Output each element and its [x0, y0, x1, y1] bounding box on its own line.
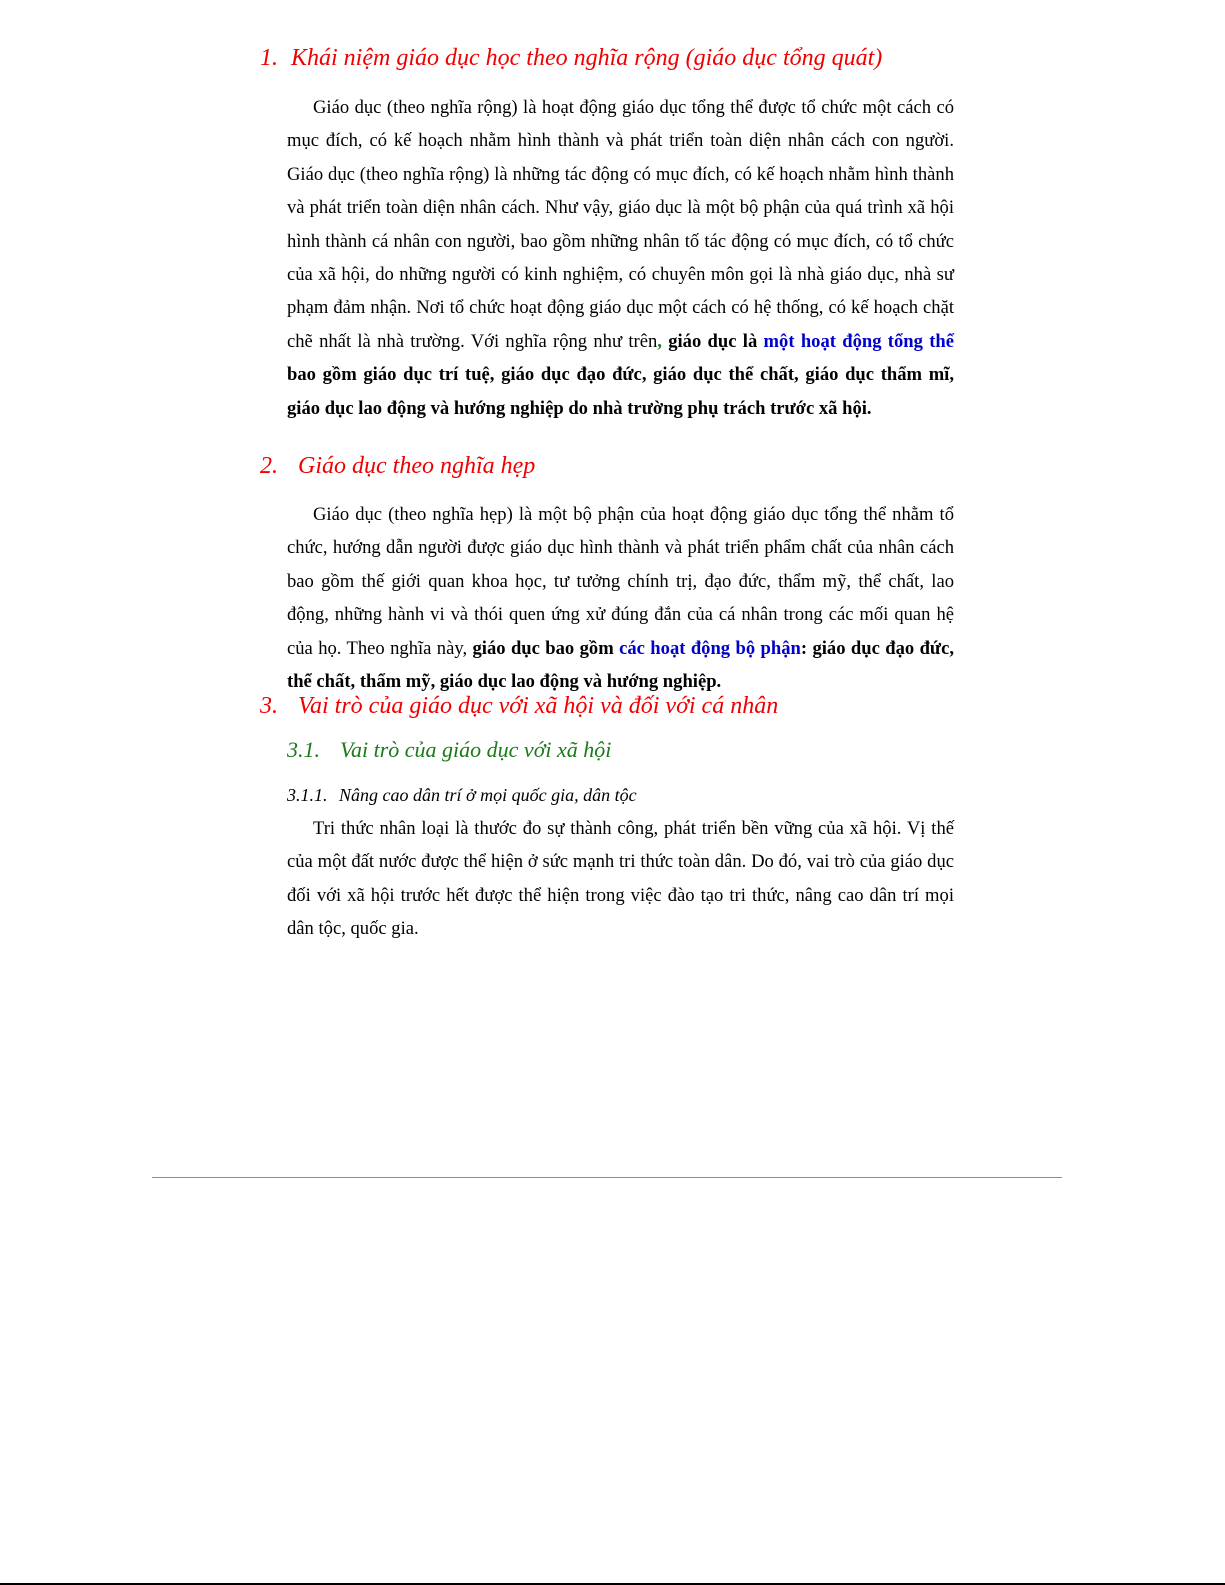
section-1-number: 1. — [260, 45, 278, 71]
section-3-number: 3. — [260, 693, 278, 719]
section-1-heading — [260, 43, 882, 73]
section-3-text: Tri thức nhân loại là thước đo sự thành công, phát triển bền vững của xã hội. Vị thế của một đất nước được thể hiện ở sức mạnh tri thức toàn dân. Do đó, vai trò của giáo dục đối với xã hội trước hết được thể hiện trong việc đào tạo tri thức, nâng cao dân trí mọi dân tộc, quốc gia. — [287, 818, 954, 940]
section-1-paragraph — [287, 91, 954, 425]
section-2-bold-lead: giáo dục bao gồm — [472, 637, 620, 659]
subsection-3-1-heading — [287, 736, 611, 764]
section-2-number: 2. — [260, 453, 278, 479]
section-3-title: Vai trò của giáo dục với xã hội và đối với cá nhân — [298, 693, 779, 719]
section-1-comma: , — [657, 330, 662, 352]
section-2-bold-tail: : giáo dục đạo đức, thể chất, thẩm mỹ, giáo dục lao động và hướng nghiệp. — [287, 637, 954, 693]
section-1-title: Khái niệm giáo dục học theo nghĩa rộng (giáo dục tổng quát) — [291, 45, 883, 71]
section-2-title: Giáo dục theo nghĩa hẹp — [298, 453, 536, 479]
section-3-heading — [260, 691, 778, 721]
footer-divider — [152, 1177, 1062, 1178]
section-1-bold-lead: giáo dục là — [661, 330, 764, 352]
subsection-3-1-1-number: 3.1.1. — [287, 785, 328, 805]
subsection-3-1-1-title: Nâng cao dân trí ở mọi quốc gia, dân tộc — [339, 785, 637, 805]
section-2-text: Giáo dục (theo nghĩa hẹp) là một bộ phận của hoạt động giáo dục tổng thể nhằm tổ chức, hướng dẫn người được giáo dục hình thành và phát triển phẩm chất của nhân cách bao gồm thế giới quan khoa học, tư tưởng chính trị, đạo đức, thẩm mỹ, thể chất, lao động, những hành vi và thói quen ứng xử đúng đắn của cá nhân trong các mối quan hệ của họ. Theo nghĩa này, — [287, 504, 954, 659]
section-1-blue-emphasis: một hoạt động tổng thể — [763, 330, 954, 352]
section-1-text: Giáo dục (theo nghĩa rộng) là hoạt động giáo dục tổng thể được tổ chức một cách có mục đích, có kế hoạch nhằm hình thành và phát triển toàn diện nhân cách con người. Giáo dục (theo nghĩa rộng) là những tác động có mục đích, có kế hoạch nhằm hình thành và phát triển toàn diện nhân cách. Như vậy, giáo dục là một bộ phận của quá trình xã hội hình thành cá nhân con người, bao gồm những nhân tố tác động có mục đích, có tổ chức của xã hội, do những người có kinh nghiệm, có chuyên môn gọi là nhà giáo dục, nhà sư phạm đảm nhận. Nơi tổ chức hoạt động giáo dục một cách có hệ thống, có kế hoạch chặt chẽ nhất là nhà trường. Với nghĩa rộng như trên — [287, 97, 954, 352]
section-2-blue-emphasis: các hoạt động bộ phận — [619, 637, 801, 659]
section-1-bold-tail: bao gồm giáo dục trí tuệ, giáo dục đạo đức, giáo dục thể chất, giáo dục thẩm mĩ, giáo dục lao động và hướng nghiệp do nhà trường phụ trách trước xã hội. — [287, 364, 954, 419]
section-2-paragraph — [287, 498, 954, 698]
subsection-3-1-title: Vai trò của giáo dục với xã hội — [340, 737, 612, 762]
subsection-3-1-1-heading — [287, 783, 637, 807]
subsection-3-1-number: 3.1. — [287, 737, 320, 762]
section-2-heading — [260, 451, 535, 481]
section-3-paragraph — [287, 812, 954, 946]
